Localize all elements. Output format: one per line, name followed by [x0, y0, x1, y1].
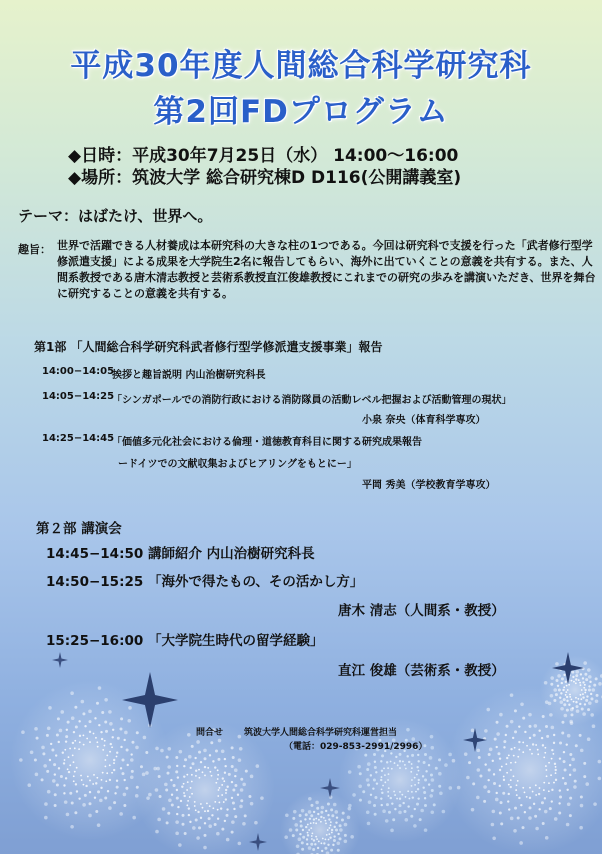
- part1-speaker: 平岡 秀美（学校教育学専攻）: [362, 480, 496, 491]
- part1-item: 「シンガポールでの消防行政における消防隊員の活動レベル把握および活動管理の現状」: [112, 395, 512, 406]
- event-place: ◆場所：筑波大学 総合研究棟D D116(公開講義室): [68, 168, 462, 188]
- title-line-1: 平成30年度人間総合科学研究科: [70, 48, 532, 84]
- part2-heading: 第２部 講演会: [36, 521, 122, 537]
- part1-item: 「価値多元化社会における倫理・道徳教育科目に関する研究成果報告: [112, 437, 422, 448]
- event-theme: テーマ：はばたけ、世界へ。: [18, 207, 213, 225]
- part2-line: 15:25−16:00 「大学院生時代の留学経験」: [46, 633, 324, 649]
- title-line-2: 第2回FDプログラム: [153, 94, 449, 130]
- purpose-label: 趣旨：: [18, 243, 51, 256]
- part2-line: 14:50−15:25 「海外で得たもの、その活かし方」: [46, 574, 364, 590]
- contact-tel: （電話：029-853-2991/2996）: [284, 742, 428, 752]
- part1-item: 挨拶と趣旨説明 内山治樹研究科長: [112, 370, 266, 381]
- part1-time: 14:00−14:05: [42, 366, 115, 377]
- firework-burst: [135, 720, 275, 854]
- part1-heading: 第1部 「人間総合科学研究科武者修行型学修派遣支援事業」報告: [34, 340, 383, 354]
- part1-time: 14:25−14:45: [42, 433, 115, 444]
- part1-speaker: 小泉 奈央（体育科学専攻）: [362, 415, 486, 426]
- event-datetime: ◆日時：平成30年7月25日（水） 14:00〜16:00: [68, 146, 459, 166]
- part1-subtitle: ードイツでの文献収集およびヒアリングをもとにー」: [118, 459, 357, 470]
- part2-line: 14:45−14:50 講師紹介 内山治樹研究科長: [46, 546, 315, 562]
- purpose-text: 世界で活躍できる人材養成は本研究科の大きな柱の1つである。今回は研究科で支援を行った「武者修行型学修派遣支援」による成果を大学院生2名に報告してもらい、海外に出ていくことの意義を共有する。また、人間系教授である唐木清志教授と芸術系教授直江俊雄教授にこれまでの研究の歩みを講演いただき、世界を舞台に研究することの意義を共有する。: [57, 239, 596, 300]
- contact-org: 筑波大学人間総合科学研究科運営担当: [244, 728, 398, 738]
- star-decoration: [52, 652, 68, 668]
- part2-speaker: 直江 俊雄（芸術系・教授）: [338, 663, 505, 679]
- contact-label: 問合せ: [196, 728, 224, 738]
- part1-time: 14:05−14:25: [42, 391, 115, 402]
- part2-speaker: 唐木 清志（人間系・教授）: [338, 603, 505, 619]
